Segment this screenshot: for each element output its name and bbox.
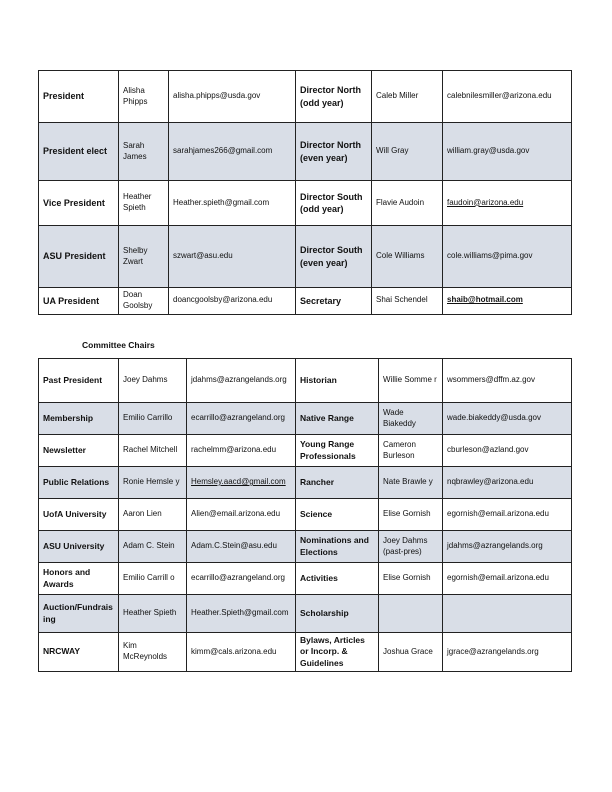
email-cell: egornish@email.arizona.edu [443,499,572,531]
role-cell: Public Relations [39,467,119,499]
role-cell: Secretary [296,288,372,315]
name-cell: Willie Somme r [379,359,443,403]
email-cell: egornish@email.arizona.edu [443,563,572,595]
role-cell: Bylaws, Articles or Incorp. & Guidelines [296,633,379,672]
role-cell: Historian [296,359,379,403]
role-cell: Auction/Fundrais ing [39,595,119,633]
name-cell: Joshua Grace [379,633,443,672]
name-cell: Alisha Phipps [119,71,169,123]
name-cell: Emilio Carrillo [119,403,187,435]
role-cell: ASU University [39,531,119,563]
email-cell: kimm@cals.arizona.edu [187,633,296,672]
table-row [39,123,572,181]
table-row [39,633,572,672]
table-row [39,71,572,123]
email-cell: alisha.phipps@usda.gov [169,71,296,123]
email-cell: sarahjames266@gmail.com [169,123,296,181]
table-row [39,181,572,226]
role-cell: UA President [39,288,119,315]
email-cell: ecarrillo@azrangeland.org [187,563,296,595]
name-cell: Shai Schendel [372,288,443,315]
email-cell: szwart@asu.edu [169,226,296,288]
name-cell: Joey Dahms [119,359,187,403]
email-cell: jdahms@azrangelands.org [443,531,572,563]
name-cell: Shelby Zwart [119,226,169,288]
name-cell: Elise Gornish [379,499,443,531]
role-cell: Director South (odd year) [296,181,372,226]
name-cell: Elise Gornish [379,563,443,595]
role-cell: Director South (even year) [296,226,372,288]
email-cell: Heather.spieth@gmail.com [169,181,296,226]
table-row [39,288,572,315]
table-row [39,499,572,531]
table-row [39,595,572,633]
email-link-text[interactable]: Hemsley.aacd@gmail.com [191,477,286,487]
name-cell: Ronie Hemsle y [119,467,187,499]
role-cell: Membership [39,403,119,435]
table-row [39,226,572,288]
role-cell: Vice President [39,181,119,226]
name-cell: Rachel Mitchell [119,435,187,467]
email-cell: Heather.Spieth@gmail.com [187,595,296,633]
role-cell: Past President [39,359,119,403]
role-cell: Director North (odd year) [296,71,372,123]
email-cell: rachelmm@arizona.edu [187,435,296,467]
role-cell: Newsletter [39,435,119,467]
name-cell: Aaron Lien [119,499,187,531]
email-cell: cole.williams@pima.gov [443,226,572,288]
table-row [39,359,572,403]
email-cell: doancgoolsby@arizona.edu [169,288,296,315]
table-row [39,467,572,499]
role-cell: Young Range Professionals [296,435,379,467]
email-link[interactable] [187,467,296,499]
name-cell: Joey Dahms (past-pres) [379,531,443,563]
table-row [39,403,572,435]
email-cell: ecarrillo@azrangeland.org [187,403,296,435]
email-link-text[interactable]: shaib@hotmail.com [447,295,523,305]
role-cell: Activities [296,563,379,595]
role-cell: Scholarship [296,595,379,633]
name-cell [379,595,443,633]
role-cell: President elect [39,123,119,181]
name-cell: Cole Williams [372,226,443,288]
name-cell: Will Gray [372,123,443,181]
role-cell: Native Range [296,403,379,435]
role-cell: Nominations and Elections [296,531,379,563]
email-cell: calebnilesmiller@arizona.edu [443,71,572,123]
committee-chairs-table [38,358,572,672]
committee-chairs-heading: Committee Chairs [82,340,155,350]
name-cell: Doan Goolsby [119,288,169,315]
email-cell: william.gray@usda.gov [443,123,572,181]
role-cell: UofA University [39,499,119,531]
email-cell [443,595,572,633]
table-row [39,531,572,563]
name-cell: Adam C. Stein [119,531,187,563]
name-cell: Cameron Burleson [379,435,443,467]
role-cell: Honors and Awards [39,563,119,595]
name-cell: Emilio Carrill o [119,563,187,595]
email-cell: cburleson@azland.gov [443,435,572,467]
email-cell: wade.biakeddy@usda.gov [443,403,572,435]
email-cell: wsommers@dffm.az.gov [443,359,572,403]
name-cell: Heather Spieth [119,595,187,633]
email-cell: jdahms@azrangelands.org [187,359,296,403]
name-cell: Sarah James [119,123,169,181]
role-cell: NRCWAY [39,633,119,672]
role-cell: ASU President [39,226,119,288]
email-cell: Adam.C.Stein@asu.edu [187,531,296,563]
officers-table [38,70,572,315]
name-cell: Flavie Audoin [372,181,443,226]
role-cell: President [39,71,119,123]
role-cell: Science [296,499,379,531]
name-cell: Heather Spieth [119,181,169,226]
table-row [39,563,572,595]
role-cell: Rancher [296,467,379,499]
email-link[interactable] [443,181,572,226]
email-cell: Alien@email.arizona.edu [187,499,296,531]
name-cell: Nate Brawle y [379,467,443,499]
email-link-text[interactable]: faudoin@arizona.edu [447,197,524,207]
name-cell: Wade Biakeddy [379,403,443,435]
table-row [39,435,572,467]
email-cell: nqbrawley@arizona.edu [443,467,572,499]
name-cell: Caleb Miller [372,71,443,123]
email-cell: jgrace@azrangelands.org [443,633,572,672]
name-cell: Kim McReynolds [119,633,187,672]
role-cell: Director North (even year) [296,123,372,181]
email-link[interactable] [443,288,572,315]
